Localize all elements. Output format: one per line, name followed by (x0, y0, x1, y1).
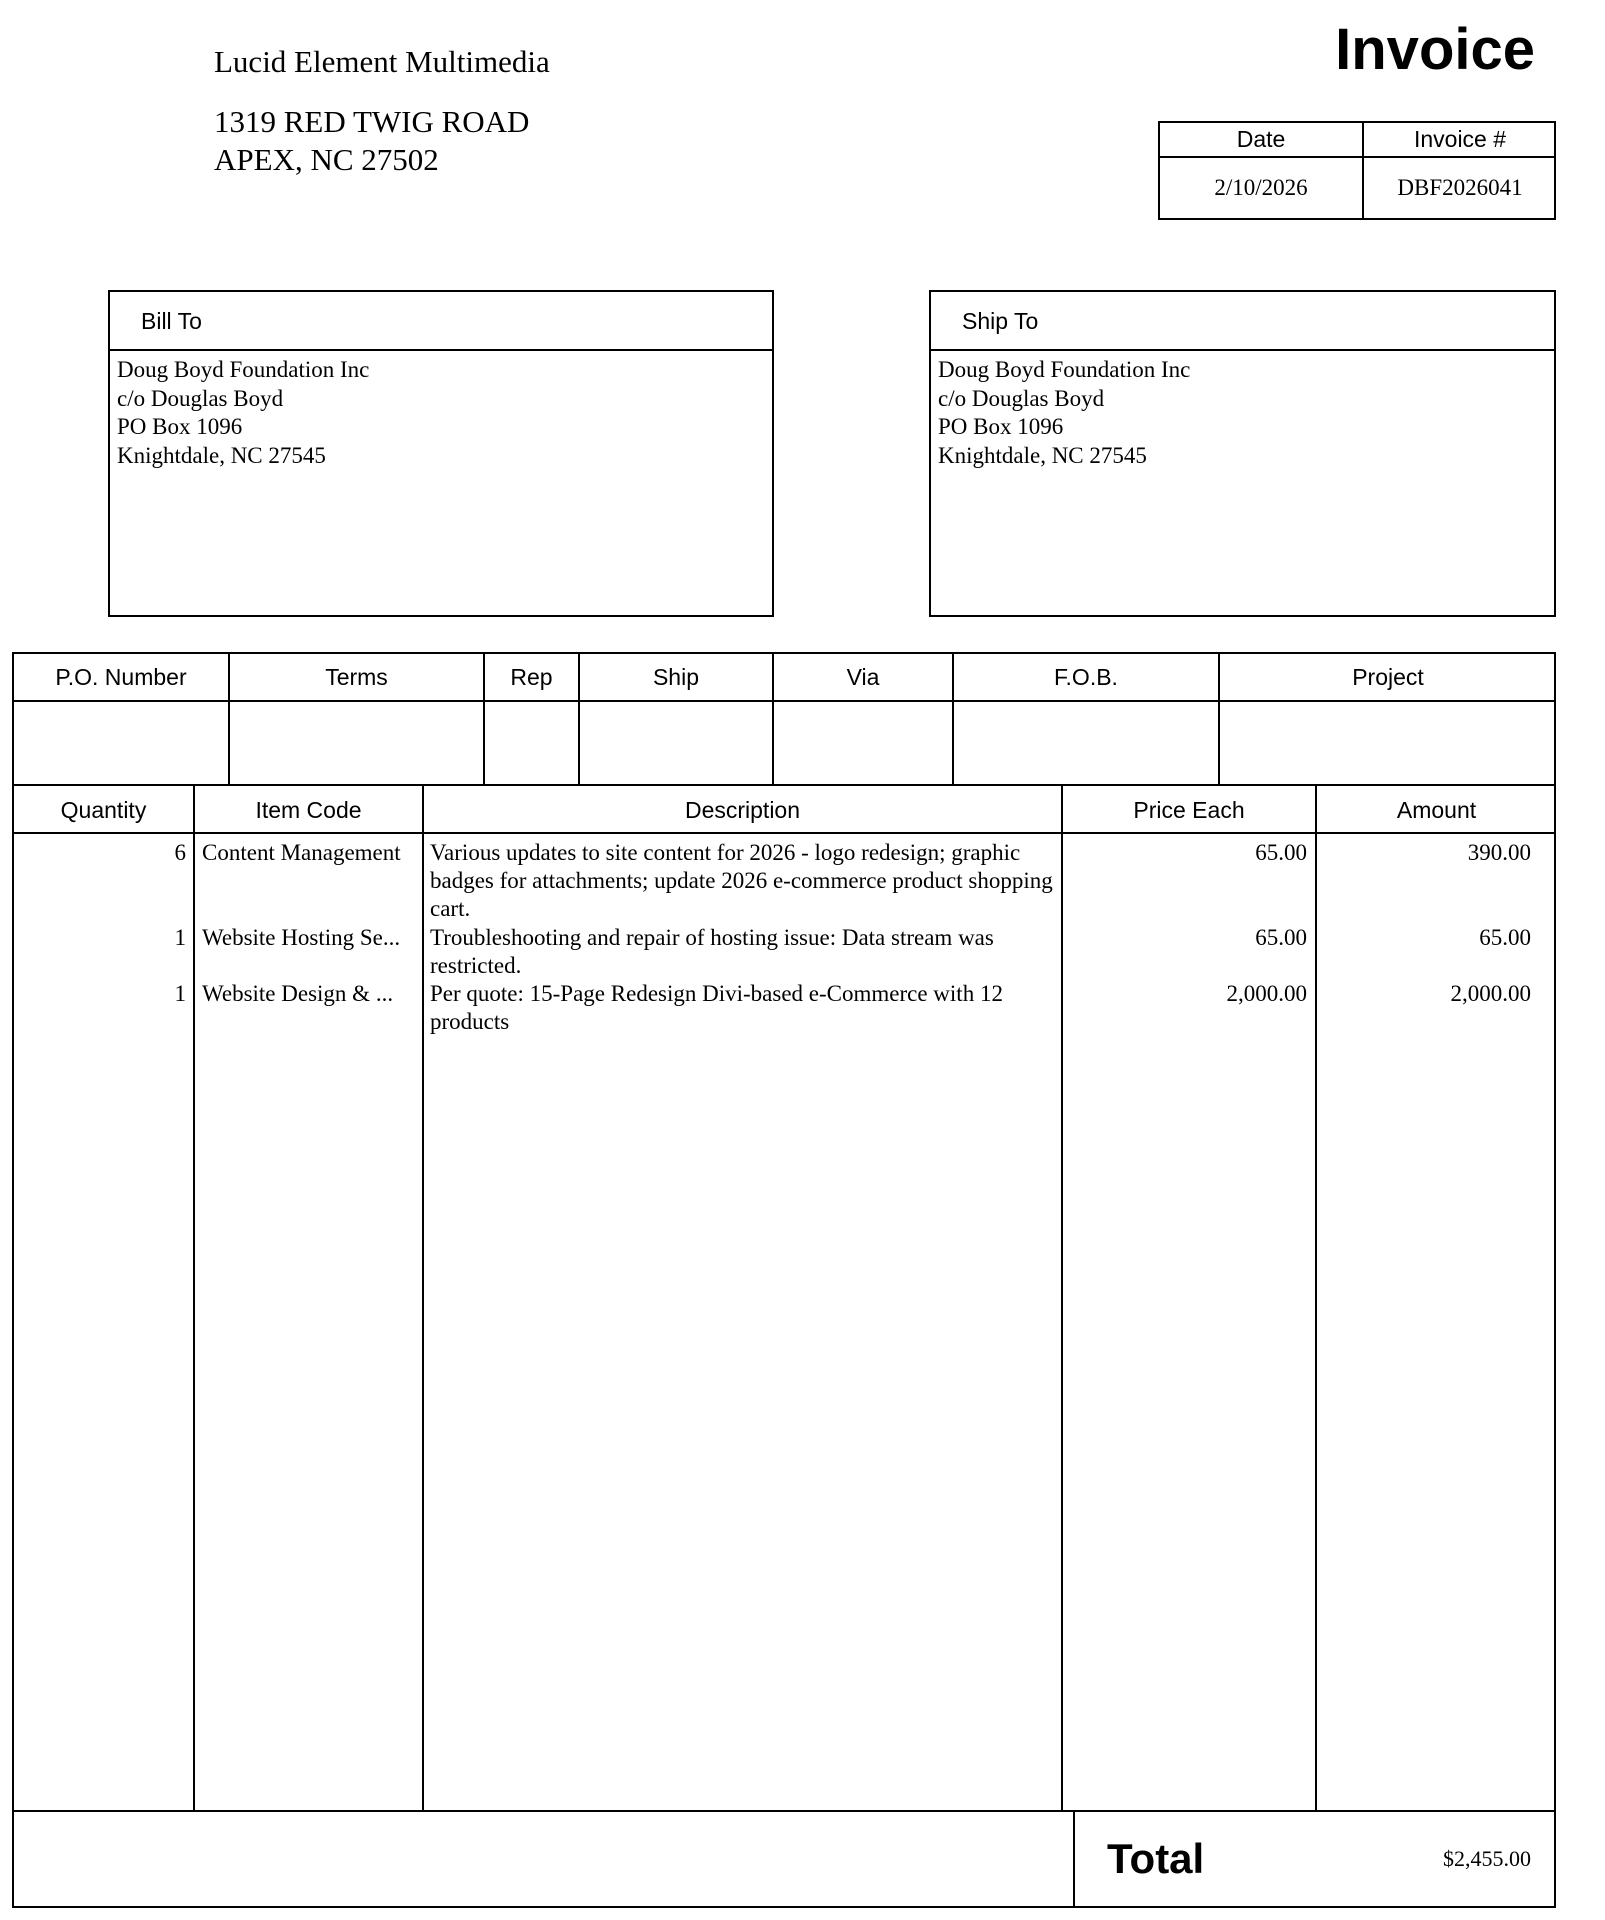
description-header: Description (684, 797, 801, 823)
bill-to-line: c/o Douglas Boyd (117, 385, 284, 411)
quantity-header: Quantity (60, 797, 147, 823)
po-number-header: P.O. Number (55, 664, 187, 690)
amount-header: Amount (1396, 797, 1477, 823)
row-price: 2,000.00 (1226, 981, 1307, 1006)
invoice-no-label: Invoice # (1413, 126, 1507, 152)
bill-to-label: Bill To (141, 308, 202, 334)
total-box (12, 1810, 1556, 1908)
company-address (214, 103, 529, 179)
row-amount: 2,000.00 (1450, 981, 1531, 1006)
row-quantity: 6 (174, 840, 186, 865)
bill-to-address (117, 356, 369, 470)
bill-to-line: Doug Boyd Foundation Inc (117, 357, 370, 382)
price-each-header: Price Each (1133, 797, 1245, 823)
ship-header: Ship (652, 664, 700, 690)
invoice-number: DBF2026041 (1397, 175, 1523, 200)
company-name: Lucid Element Multimedia (214, 44, 550, 79)
ship-to-address (938, 356, 1190, 470)
ship-to-line: PO Box 1096 (938, 414, 1064, 439)
project-header: Project (1352, 664, 1424, 690)
row-item-code: Content Management (202, 840, 401, 865)
invoice-date: 2/10/2026 (1214, 175, 1308, 200)
row-item-code: Website Design & ... (202, 981, 394, 1006)
row-price: 65.00 (1255, 925, 1307, 950)
row-amount: 390.00 (1467, 840, 1531, 865)
ship-to-line: Doug Boyd Foundation Inc (938, 357, 1191, 382)
total-label: Total (1107, 1835, 1205, 1882)
rep-header: Rep (510, 664, 553, 690)
date-label: Date (1236, 126, 1286, 152)
company-address-line2: APEX, NC 27502 (214, 142, 439, 177)
document-title: Invoice (1335, 17, 1535, 82)
ship-to-line: c/o Douglas Boyd (938, 385, 1105, 411)
bill-to-line: PO Box 1096 (117, 414, 243, 439)
company-address-line1: 1319 RED TWIG ROAD (214, 104, 530, 139)
row-quantity: 1 (174, 925, 186, 950)
item-code-header: Item Code (255, 797, 362, 823)
ship-to-label: Ship To (962, 308, 1039, 334)
row-quantity: 1 (174, 981, 186, 1006)
row-description: Per quote: 15-Page Redesign Divi-based e-Commerce with 12 products (430, 981, 1003, 1034)
row-item-code: Website Hosting Se... (202, 925, 401, 950)
row-price: 65.00 (1255, 840, 1307, 865)
row-description: Troubleshooting and repair of hosting issue: Data stream was restricted. (430, 925, 994, 978)
terms-header: Terms (325, 664, 388, 690)
row-amount: 65.00 (1479, 925, 1531, 950)
bill-to-line: Knightdale, NC 27545 (117, 442, 326, 468)
row-description: Various updates to site content for 2026 - logo redesign; graphic badges for attachments; update 2026 e-commerce product shopping cart. (430, 840, 1053, 921)
ship-to-line: Knightdale, NC 27545 (938, 442, 1147, 468)
total-value: $2,455.00 (1443, 1846, 1531, 1871)
fob-header: F.O.B. (1054, 664, 1118, 690)
via-header: Via (846, 664, 880, 690)
